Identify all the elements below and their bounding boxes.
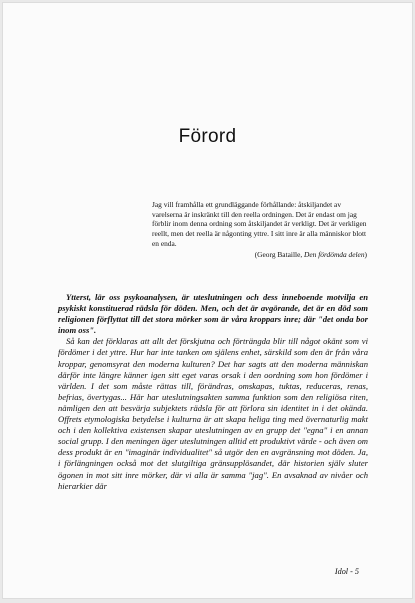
page-title: Förord (178, 126, 237, 147)
citation-close: ) (364, 249, 367, 259)
page-footer: Idol - 5 (334, 567, 359, 576)
citation-work: Den fördömda delen (304, 249, 365, 259)
epigraph-citation (152, 250, 367, 260)
body-paragraph-2: Så kan det förklaras att allt det förskjutna och förträngda blir till något okänt som vi fördömer i det yttre. Hur har inte tanken om själens enhet, särskild som den är från våra kroppar, genomsyrat den moderna kulturen? Det har sagts att den moderna människan därför inte längre känner igen sitt eget varas orsak i den oordning som hon fördömer i världen. I det som måste rättas till, förändras, omskapas, tuktas, reduceras, renas, befrias, övertygas... Här har uteslutningsakten samma funktion som den religiösa riten, nämligen den att besvärja subjektets rädsla för att förlora sin identitet in i det okända. Offrets etymologiska betydelse i kulturna är att skapa heliga ting med övernaturlig makt och i den kollektiva existensen skapar uteslutningen av en grupp det "egna" i en annan social grupp. I den meningen äger uteslutningen alltid ett produktivt värde - och även om dess produkt är en "imaginär individualitet" så utgör den en avgränsning mot döden. Ja, i förlängningen också mot det slutgiltiga gränsupplösandet, där historien själv sluter ögonen in mot sitt inre mörker, där vi alla är samma "jag". En avsaknad av nivåer och hierarkier där (58, 336, 368, 491)
epigraph (152, 200, 367, 259)
document-page (2, 2, 413, 599)
epigraph-text: Jag vill framhålla ett grundläggande förhållande: åtskiljandet av varelserna är inskränkt till den reella ordningen. Det är endast om jag förblir inom denna ordning som åtskiljandet är verkligt. Det är verkligen reellt, men det reella är någonting yttre. I sitt inre är alla människor blott en enda. (152, 200, 367, 248)
body-text (58, 292, 368, 492)
citation-author: (Georg Bataille, (254, 249, 305, 259)
body-paragraph-1: Ytterst, lär oss psykoanalysen, är uteslutningen och dess inneboende motvilja en psykiskt konstituerad rädsla för döden. Men, och det är avgörande, det är en död som religionen förflyttat till det stora mörker som är våra kroppars inre; där "det onda bor inom oss". (58, 292, 368, 336)
